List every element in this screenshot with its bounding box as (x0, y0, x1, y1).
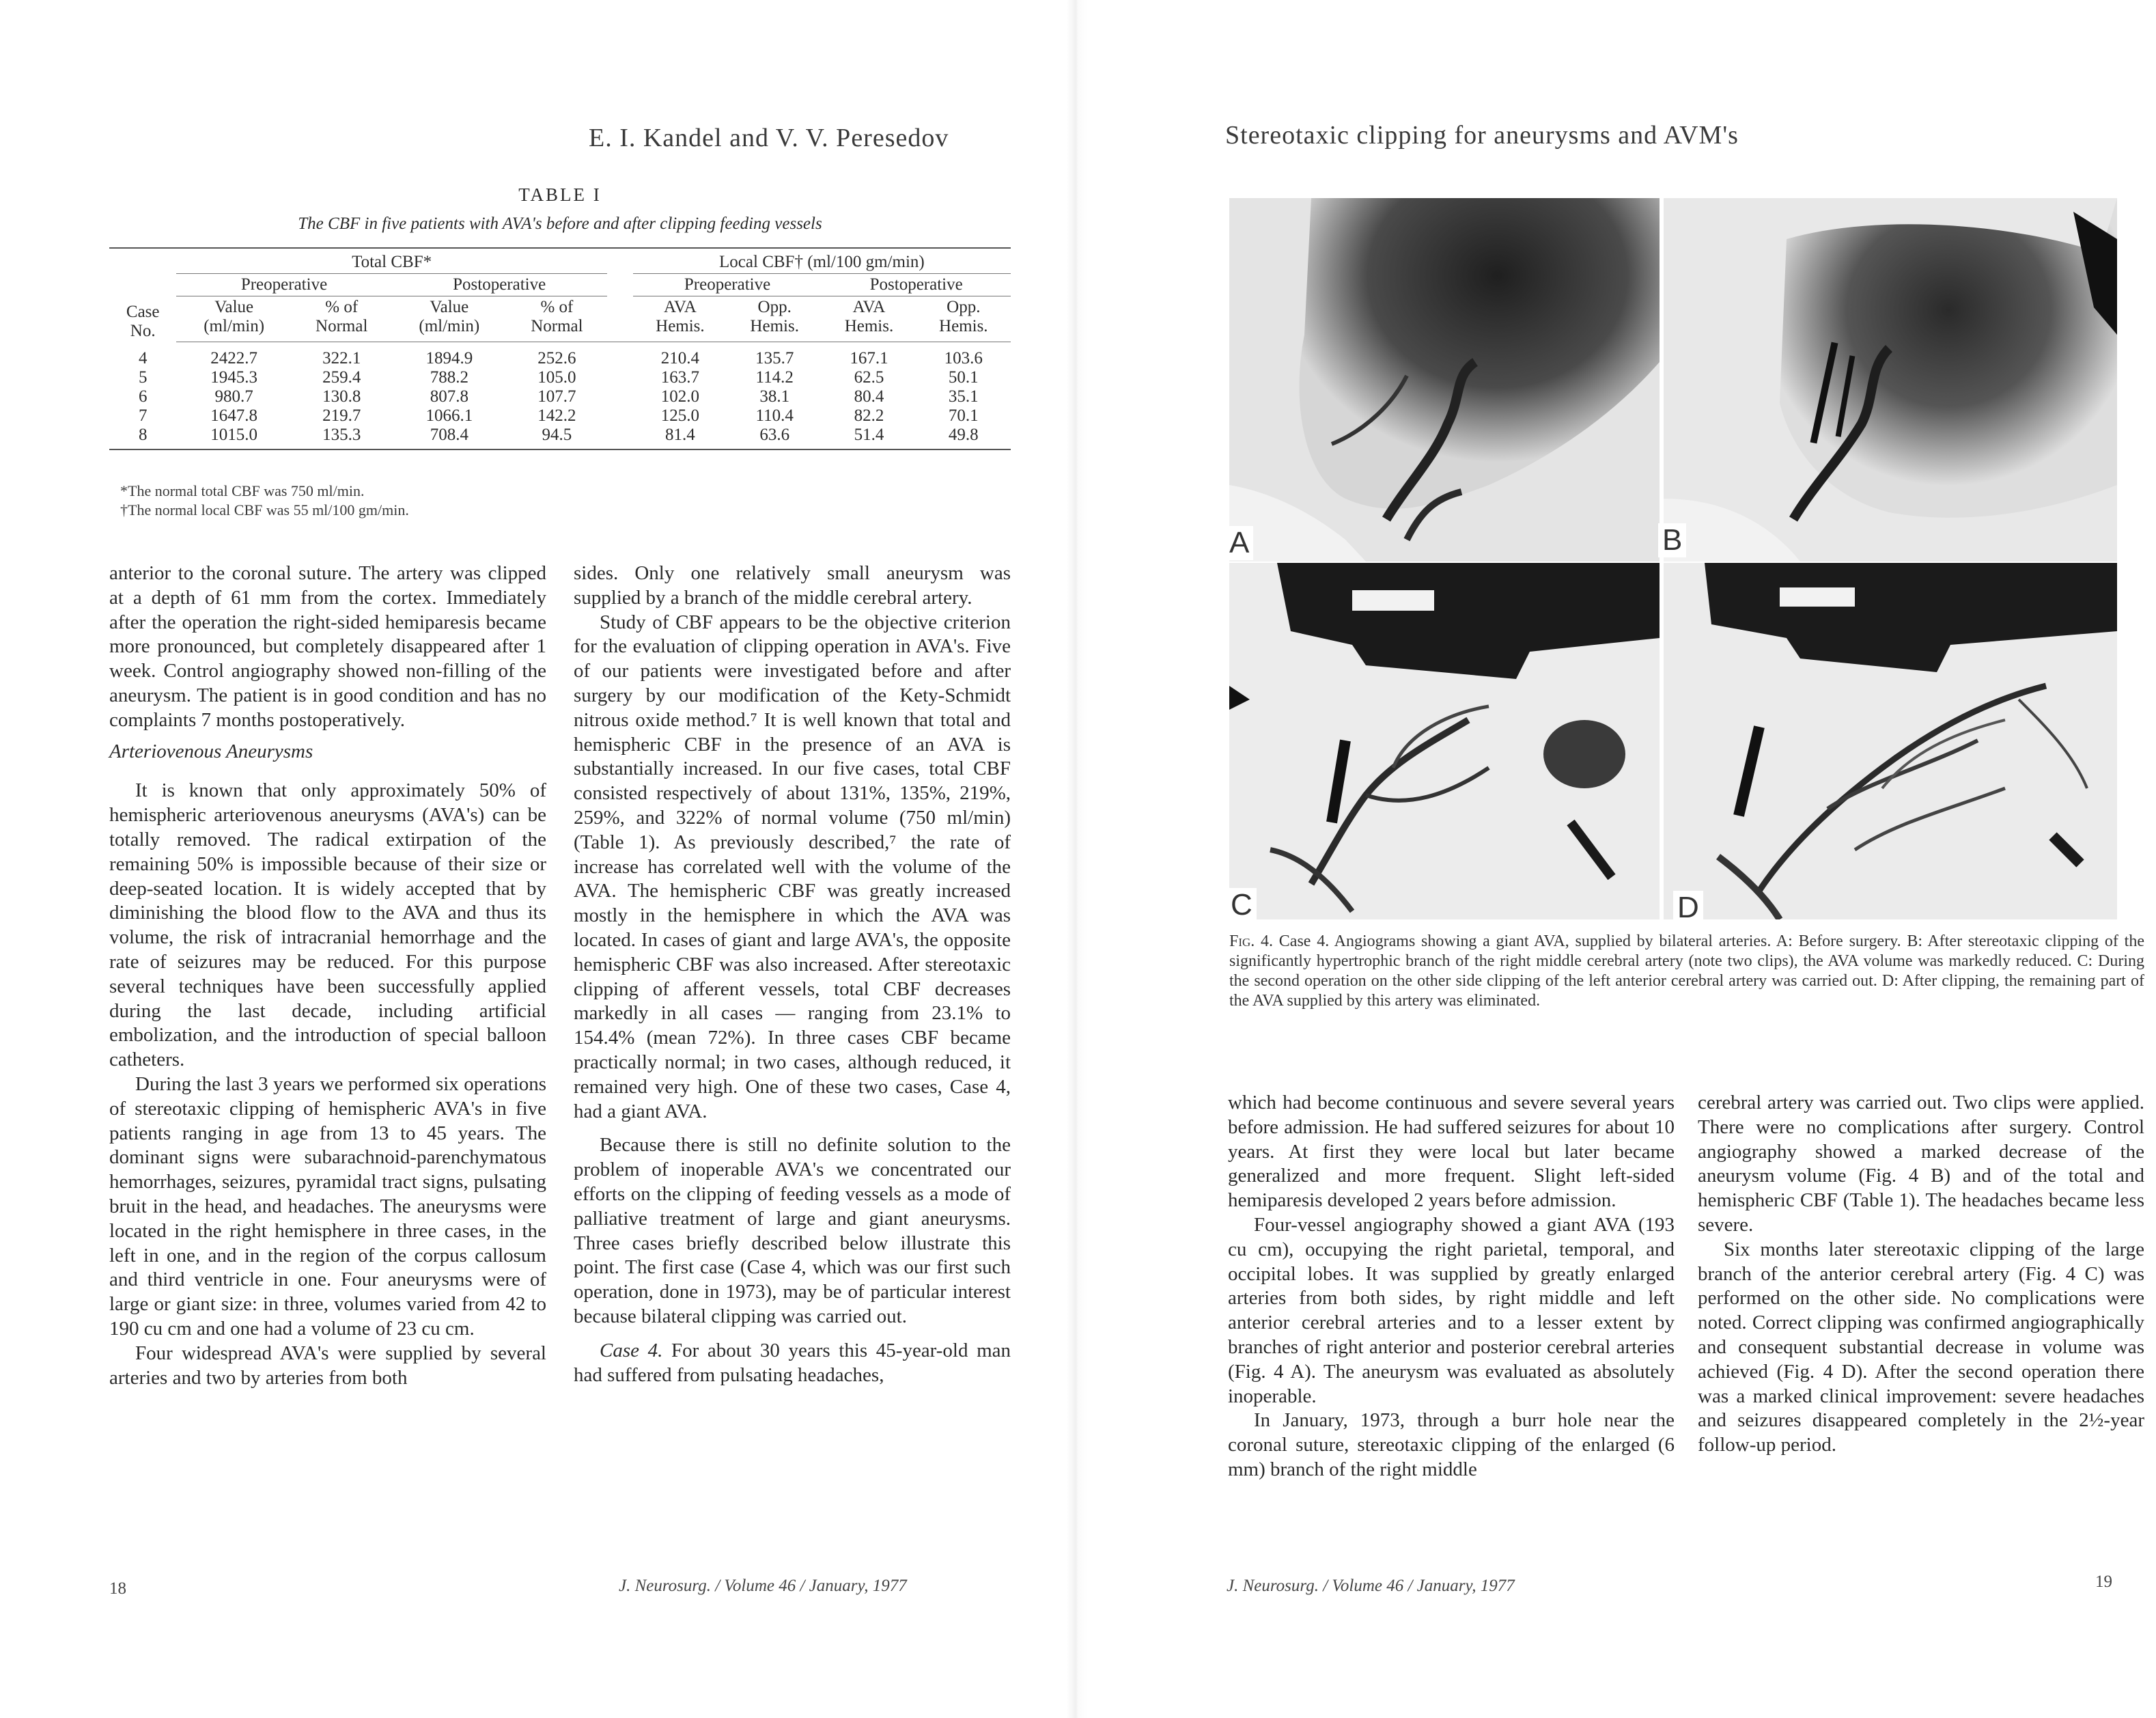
table-cell: 114.2 (755, 368, 794, 387)
table-cell: 4 (138, 348, 148, 368)
left-column-2 (574, 562, 1011, 1387)
cbf-table (109, 247, 1011, 450)
figure-caption (1229, 932, 2144, 1011)
table-cell: 7 (138, 406, 148, 425)
col-header-postop-value: Value (ml/min) (392, 296, 507, 342)
table-label: TABLE I (518, 184, 602, 205)
paragraph: anterior to the coronal suture. The artery was clipped at a depth of 61 mm from the cortex. Immediately after the operation the right-sided hemiparesis became more pronounced, but completely disappeared after 1 week. Control angiography showed non-filling of the aneurysm. The patient is in good condition and has no complaints 7 months postoperatively. (109, 562, 546, 731)
journal-citation: J. Neurosurg. / Volume 46 / January, 1977 (619, 1577, 907, 1595)
table-cell: 63.6 (727, 426, 822, 449)
table-cell: 1015.0 (176, 426, 291, 449)
table-caption: The CBF in five patients with AVA's before and after clipping feeding vessels (298, 214, 822, 233)
table-row (109, 406, 1011, 426)
col-header-preop-value: Value (ml/min) (176, 296, 291, 342)
angiogram-b-image (1664, 198, 2117, 562)
paragraph: which had become continuous and severe several years before admission. He had suffered seizures for about 10 years. At first they were local but later became generalized and more frequent. Slight left-sided hemiparesis developed 2 years before admission. (1228, 1092, 1675, 1212)
table-row (109, 426, 1011, 449)
table-cell: 38.1 (759, 387, 790, 406)
running-head-authors: E. I. Kandel and V. V. Peresedov (589, 124, 949, 152)
right-page (1078, 0, 2156, 1718)
right-column-2 (1698, 1091, 2144, 1458)
group-total-header: Total CBF* (176, 248, 606, 274)
col-header-preop-opp: Opp. Hemis. (727, 296, 822, 342)
total-postop-header: Postoperative (392, 274, 607, 296)
panel-letter-b: B (1658, 523, 1686, 557)
paragraph: Because there is still no definite solution to the problem of inoperable AVA's we concentrated our efforts on the clipping of feeding vessels as a mode of palliative treatment of large and giant aneurysms. Three cases briefly described below illustrate this point. The first case (Case 4, which was our first such operation, done in 1973), may be of particular interest because bilateral clipping was carried out. (574, 1134, 1011, 1327)
paragraph: In January, 1973, through a burr hole near the coronal suture, stereotaxic clipping of the enlarged (6 mm) branch of the right middle (1228, 1409, 1675, 1480)
table-footnote-local: †The normal local CBF was 55 ml/100 gm/min. (120, 501, 409, 518)
table-cell: 708.4 (392, 426, 507, 449)
paragraph: sides. Only one relatively small aneurysm was supplied by a branch of the middle cerebral artery. (574, 562, 1011, 609)
table-cell: 81.4 (633, 426, 727, 449)
table-cell: 163.7 (660, 368, 700, 387)
table-cell: 35.1 (948, 387, 979, 406)
table-cell: 322.1 (322, 349, 361, 368)
angiogram-panel-a (1229, 198, 1660, 562)
table-cell: 94.5 (507, 426, 607, 449)
angiogram-panel-b (1664, 198, 2117, 562)
col-header-preop-ava: AVA Hemis. (633, 296, 727, 342)
angiogram-c-image (1229, 563, 1660, 919)
panel-letter-c: C (1227, 888, 1257, 922)
angiogram-panel-c (1229, 563, 1660, 919)
table-cell: 1945.3 (210, 368, 258, 387)
table-cell: 2422.7 (210, 349, 258, 368)
table-cell: 252.6 (537, 349, 576, 368)
left-column-1 (109, 562, 546, 1390)
col-header-postop-pct: % of Normal (507, 296, 607, 342)
table-cell: 135.3 (292, 426, 392, 449)
col-header-postop-opp: Opp. Hemis. (916, 296, 1011, 342)
table-cell: 107.7 (537, 387, 576, 406)
paragraph: During the last 3 years we performed six operations of stereotaxic clipping of hemispheric AVA's in five patients ranging in age from 13 to 45 years. The dominant signs were subarachnoid-parenchymatous hemorrhages, seizures, pyramidal tract signs, pulsating bruit in the head, and headaches. The aneurysms were located in the right hemisphere in three cases, in the left in one, and in the region of the corpus callosum and third ventricle in one. Four aneurysms were of large or giant size: in three, volumes varied from 42 to 190 cu cm and one had a volume of 23 cu cm. (109, 1072, 546, 1340)
paragraph: Four widespread AVA's were supplied by several arteries and two by arteries from both (109, 1342, 546, 1389)
table-cell: 51.4 (822, 426, 916, 449)
table-cell: 210.4 (660, 349, 700, 368)
table-cell: 105.0 (537, 368, 576, 387)
paragraph: It is known that only approximately 50% of hemispheric arteriovenous aneurysms (AVA's) can be totally removed. The radical extirpation of the remaining 50% is impossible because of their size or deep-seated location. It is widely accepted that by diminishing the blood flow to the AVA and thus its volume, the risk of intracranial hemorrhage and the rate of seizures may be reduced. For this purpose several techniques have been successfully applied during the last decade, including artificial embolization, and the introduction of special balloon catheters. (109, 779, 546, 1071)
table-row (109, 342, 1011, 369)
table-cell: 5 (138, 368, 148, 387)
table-cell: 82.2 (854, 406, 884, 425)
case-header-line1: Case (126, 302, 160, 321)
table-cell: 110.4 (755, 406, 794, 425)
table-cell: 788.2 (430, 368, 468, 387)
angiogram-a-image (1229, 198, 1660, 562)
table-cell: 219.7 (322, 406, 361, 425)
paragraph: Study of CBF appears to be the objective criterion for the evaluation of clipping operation in AVA's. Five of our patients were investigated before and after surgery by our modification of the Kety-Schmidt nitrous oxide method.⁷ It is well known that total and hemispheric CBF in the presence of an AVA is substantially increased. In our five cases, total CBF consisted respectively of about 131%, 135%, 219%, 259%, and 322% of normal volume (750 ml/min) (Table 1). As previously described,⁷ the rate of increase has correlated well with the volume of the AVA. The hemispheric CBF was greatly increased mostly in the hemisphere in which the AVA was located. In cases of giant and large AVA's, the opposite hemispheric CBF was also increased. After stereotaxic clipping of afferent vessels, total CBF decreases markedly in all cases — ranging from 23.1% to 154.4% (mean 72%). In three cases CBF became practically normal; in two cases, although reduced, it remained very high. One of these two cases, Case 4, had a giant AVA. (574, 611, 1011, 1122)
paragraph: Four-vessel angiography showed a giant AVA (193 cu cm), occupying the right parietal, temporal, and occipital lobes. It was supplied by greatly enlarged arteries from both sides, by right middle and left anterior cerebral arteries and to a lesser extent by branches of right anterior and posterior cerebral arteries (Fig. 4 A). The aneurysm was evaluated as absolutely inoperable. (1228, 1213, 1675, 1407)
table-cell: 103.6 (944, 349, 983, 368)
panel-letter-a: A (1225, 526, 1253, 560)
table-row (109, 387, 1011, 406)
col-header-preop-pct: % of Normal (292, 296, 392, 342)
table-cell: 1066.1 (425, 406, 473, 425)
table-cell: 130.8 (322, 387, 361, 406)
case-header (109, 248, 176, 342)
page-number: 19 (2095, 1572, 2112, 1591)
group-local-header: Local CBF† (ml/100 gm/min) (633, 248, 1011, 274)
paragraph: cerebral artery was carried out. Two clips were applied. There were no complications after surgery. Control angiography showed a marked decrease of the aneurysm volume (Fig. 4 B) and of the total and hemispheric CBF (Table 1). The headaches became less severe. (1698, 1092, 2144, 1236)
table-cell: 1894.9 (425, 349, 473, 368)
table-cell: 167.1 (850, 349, 888, 368)
table-cell: 980.7 (214, 387, 253, 406)
case-header-line2: No. (130, 321, 156, 340)
table-row (109, 368, 1011, 387)
table-cell: 807.8 (430, 387, 468, 406)
angiogram-d-image (1664, 563, 2117, 919)
figure-caption-label: Fig. 4. (1229, 932, 1274, 950)
table-cell: 62.5 (854, 368, 884, 387)
right-column-1 (1228, 1091, 1675, 1482)
table-cell: 259.4 (322, 368, 361, 387)
paragraph-text: For about 30 years this 45-year-old man had suffered from pulsating headaches, (574, 1339, 1011, 1386)
table-cell: 1647.8 (210, 406, 258, 425)
case-heading: Case 4. (600, 1339, 663, 1361)
table-cell: 50.1 (948, 368, 979, 387)
table-cell: 102.0 (660, 387, 700, 406)
angiogram-panel-d (1664, 563, 2117, 919)
page-number: 18 (109, 1579, 126, 1598)
table-cell: 6 (138, 387, 148, 406)
total-preop-header: Preoperative (176, 274, 391, 296)
paragraph: Six months later stereotaxic clipping of the large branch of the anterior cerebral artery (Fig. 4 C) was performed on the other side. No complications were noted. Correct clipping was confirmed angiographically and consequent substantial decrease in volume was achieved (Fig. 4 D). After the second operation there was a marked clinical improvement: severe headaches and seizures disappeared completely in the 2½-year follow-up period. (1698, 1238, 2144, 1456)
panel-letter-d: D (1673, 891, 1703, 925)
journal-citation: J. Neurosurg. / Volume 46 / January, 1977 (1227, 1577, 1515, 1595)
col-header-postop-ava: AVA Hemis. (822, 296, 916, 342)
table-cell: 142.2 (537, 406, 576, 425)
table-cell: 135.7 (755, 349, 794, 368)
local-preop-header: Preoperative (633, 274, 822, 296)
table-cell: 8 (109, 426, 176, 449)
table-cell: 80.4 (854, 387, 884, 406)
table-cell: 49.8 (916, 426, 1011, 449)
table-footnote-total: *The normal total CBF was 750 ml/min. (120, 482, 365, 499)
paragraph (574, 1339, 1011, 1388)
table-cell: 70.1 (948, 406, 979, 425)
running-head-title: Stereotaxic clipping for aneurysms and AVM's (1225, 121, 1739, 150)
figure-caption-text: Case 4. Angiograms showing a giant AVA, supplied by bilateral arteries. A: Before surgery. B: After stereotaxic clipping of the significantly hypertrophic branch of the right middle cerebral artery (note two clips), the AVA volume was markedly reduced. C: During the second operation on the other side clipping of the left anterior cerebral artery was carried out. D: After clipping, the remaining part of the AVA supplied by this artery was eliminated. (1229, 932, 2144, 1010)
section-heading: Arteriovenous Aneurysms (109, 740, 313, 762)
table-cell: 125.0 (660, 406, 700, 425)
local-postop-header: Postoperative (822, 274, 1011, 296)
